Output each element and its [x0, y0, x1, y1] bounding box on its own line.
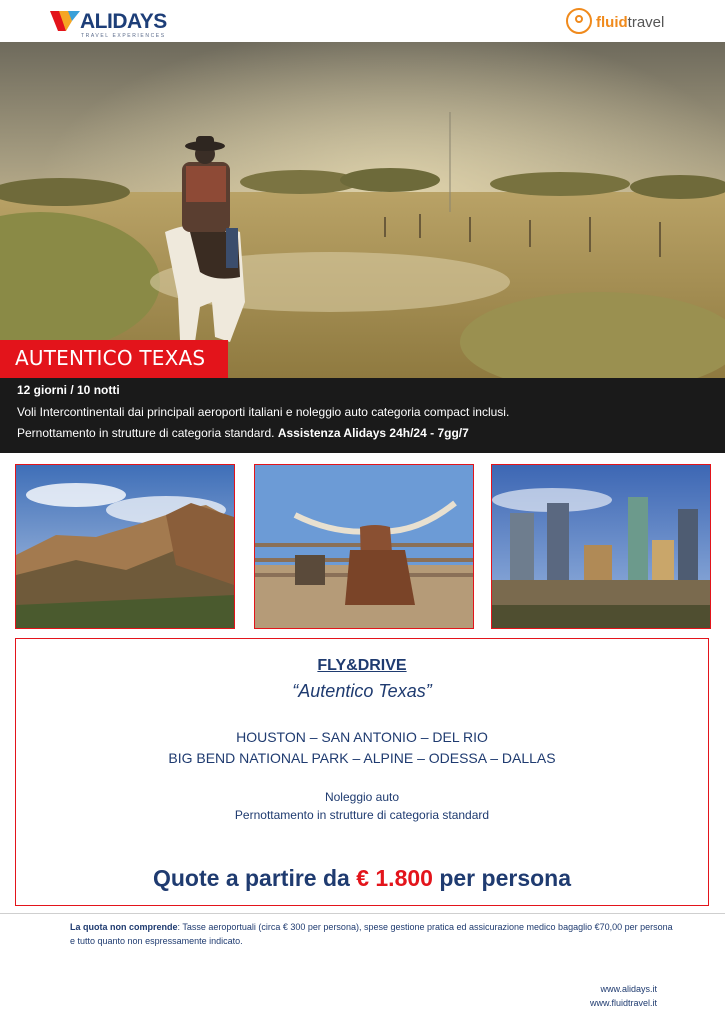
exclusions-text: : Tasse aeroportuali (circa € 300 per persona), spese gestione pratica ed assicurazione medico bagaglio €70,00 per persona e tutto quanto non espressamente indicato. [70, 922, 673, 946]
tour-title: AUTENTICO TEXAS [15, 346, 206, 370]
offer-subtitle: “Autentico Texas” [292, 681, 432, 701]
tour-info-band [0, 378, 725, 453]
hero-image-cowboy [0, 42, 725, 378]
footer-links [590, 982, 657, 1010]
alidays-logo[interactable] [50, 9, 190, 39]
fluidtravel-logo-name: fluidtravel [596, 14, 665, 31]
photo-dallas-skyline [491, 464, 711, 629]
tour-title-banner [0, 340, 228, 378]
offer-box [15, 638, 709, 906]
header [0, 0, 725, 42]
photo-big-bend-canyon [15, 464, 235, 629]
price-amount: € 1.800 [356, 865, 433, 891]
includes-lodging: Pernottamento in strutture di categoria standard [234, 808, 490, 822]
tour-lodging-info: Pernottamento in strutture di categoria standard. Assistenza Alidays 24h/24 - 7gg/7 [17, 426, 469, 440]
assistance-info: Assistenza Alidays 24h/24 - 7gg/7 [277, 426, 469, 440]
footer-divider [0, 913, 725, 914]
alidays-logo-tagline: TRAVEL EXPERIENCES [81, 33, 166, 39]
exclusions-note [70, 920, 680, 948]
route-line-2: BIG BEND NATIONAL PARK – ALPINE – ODESSA – DALLAS [168, 750, 556, 766]
price-line: Quote a partire da € 1.800 per persona [152, 865, 571, 891]
photo-texas-longhorn [254, 464, 474, 629]
includes-car-rental: Noleggio auto [324, 790, 400, 804]
tour-flights-info: Voli Intercontinentali dai principali aeroporti italiani e noleggio auto categoria compact inclusi. [17, 405, 510, 419]
fluidtravel-logo-mark [566, 8, 592, 34]
link-alidays[interactable]: www.alidays.it [600, 984, 657, 994]
offer-heading: FLY&DRIVE [317, 657, 407, 674]
alidays-logo-mark [50, 9, 82, 33]
route-line-1: HOUSTON – SAN ANTONIO – DEL RIO [236, 729, 488, 745]
alidays-logo-name: ALIDAYS [80, 10, 167, 33]
tour-duration: 12 giorni / 10 notti [17, 383, 120, 397]
fluidtravel-logo[interactable] [566, 8, 686, 38]
link-fluidtravel[interactable]: www.fluidtravel.it [589, 998, 657, 1008]
exclusions-label: La quota non comprende [70, 922, 178, 932]
